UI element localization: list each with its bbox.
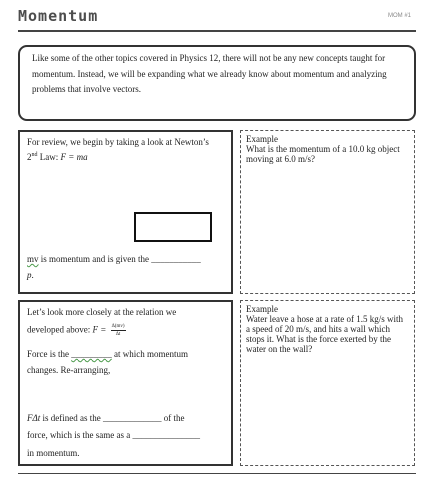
fraction-numerator: Δ(mv): [111, 324, 125, 329]
relation-line-3: [27, 349, 188, 359]
example-2-label: Example: [246, 304, 278, 314]
bottom-divider: [18, 473, 416, 474]
relation-line-1: Let’s look more closely at the relation we: [27, 307, 177, 317]
law-prefix: 2: [27, 152, 32, 162]
review-line-4: [27, 270, 34, 280]
impulse-rest: is defined as the _____________ of the: [40, 413, 185, 423]
relation-panel: [18, 300, 233, 466]
relation-prefix: developed above:: [27, 324, 93, 335]
review-line-3: [27, 254, 201, 264]
review-panel: [18, 130, 233, 294]
symbol-end: .: [31, 270, 34, 280]
example-2-text: Water leave a hose at a rate of 1.5 kg/s with a speed of 20 m/s, and hits a wall which stops it. What is the force exerted by the water on the wall?: [246, 314, 403, 354]
intro-box: [18, 45, 416, 121]
fraction-denominator: Δt: [115, 332, 121, 337]
example-1-panel: [240, 130, 415, 294]
answer-box[interactable]: [134, 212, 212, 242]
relation-line-2: [27, 323, 126, 338]
law-text: Law:: [37, 152, 61, 162]
example-1-text: What is the momentum of a 10.0 kg object moving at 6.0 m/s?: [246, 144, 400, 164]
force-rest: at which momentum: [111, 349, 188, 359]
relation-line-6: force, which is the same as a _______________: [27, 430, 200, 440]
mv-term: mv: [27, 254, 39, 264]
momentum-symbol: p: [27, 270, 32, 280]
page-id: MOM #1: [387, 13, 411, 19]
relation-line-5: [27, 413, 185, 423]
relation-line-4: changes. Re-arranging,: [27, 365, 111, 375]
example-1-label: Example: [246, 134, 278, 144]
top-divider: [18, 30, 416, 32]
momentum-fraction: [111, 323, 126, 338]
page-title: Momentum: [18, 7, 99, 25]
example-2-panel: [240, 300, 415, 466]
law-sup: nd: [31, 152, 38, 158]
force-eq: F =: [92, 324, 109, 335]
blank-rate: _________: [71, 349, 112, 359]
mv-rest: is momentum and is given the ___________: [38, 254, 201, 264]
review-line-2: [27, 152, 88, 162]
force-is: Force is the: [27, 349, 72, 359]
review-line-1: For review, we begin by taking a look at Newton’s: [27, 137, 209, 147]
law-formula: F = ma: [60, 152, 88, 162]
impulse-term: FΔt: [27, 413, 41, 423]
relation-line-7: in momentum.: [27, 448, 80, 458]
intro-text: Like some of the other topics covered in Physics 12, there will not be any new concepts taught for momentum. Instead, we will be expanding what we already know about momentum and analyzing problems that involve vectors.: [32, 53, 387, 94]
